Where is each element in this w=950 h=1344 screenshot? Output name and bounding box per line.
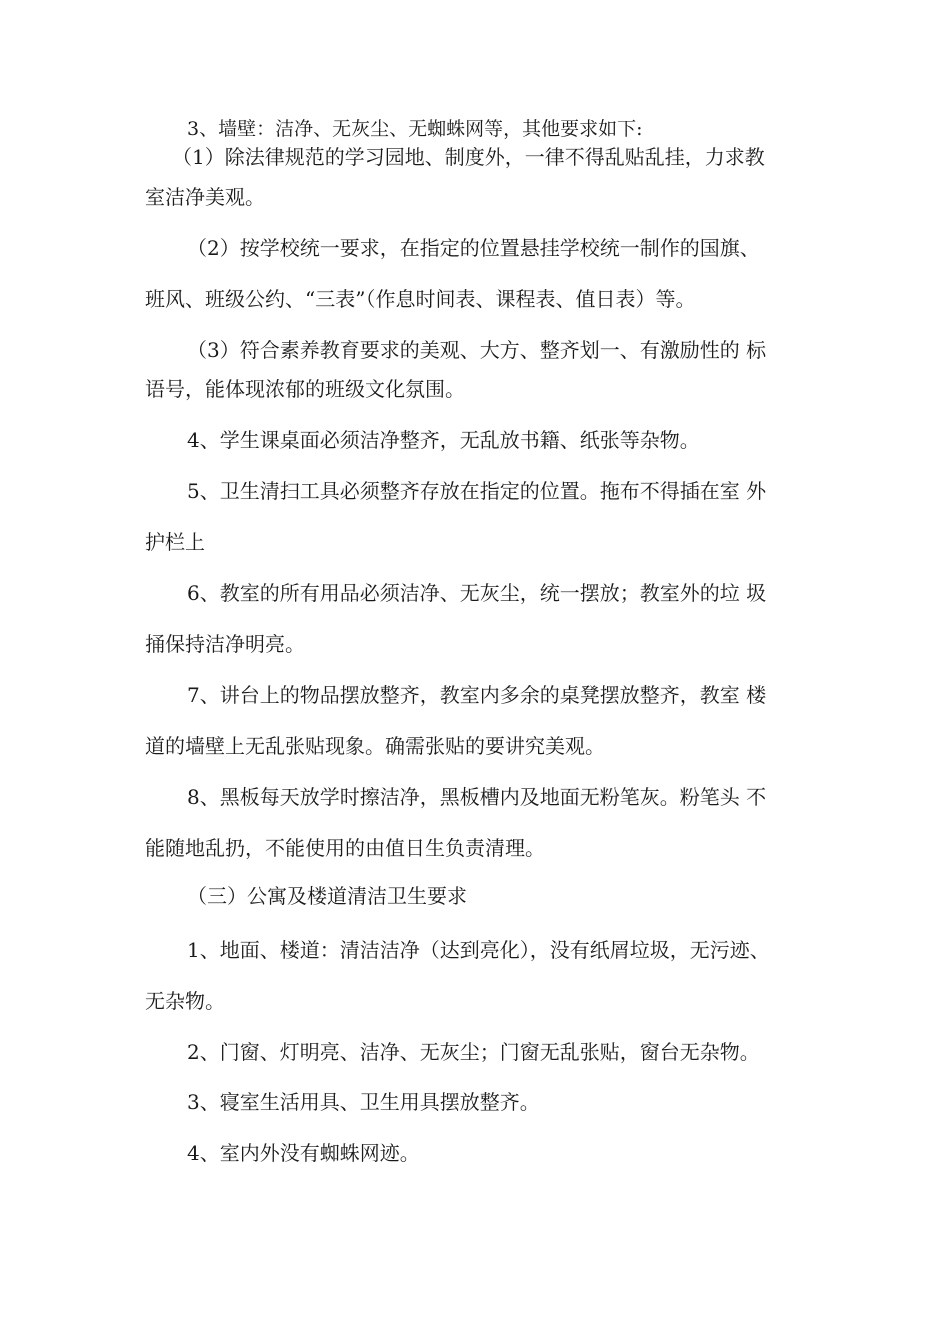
item-1-line-1: （1）除法律规范的学习园地、制度外，一律不得乱贴乱挂，力求教 bbox=[172, 145, 765, 169]
item-1-line-2: 室洁净美观。 bbox=[145, 185, 265, 209]
item-3-line-2: 语号，能体现浓郁的班级文化氛围。 bbox=[145, 377, 465, 401]
item-2-line-1: （2）按学校统一要求，在指定的位置悬挂学校统一制作的国旗、 bbox=[187, 236, 760, 260]
supplies-requirement-line-1: 6、教室的所有用品必须洁净、无灰尘，统一摆放；教室外的垃 圾 bbox=[187, 581, 767, 605]
wall-requirements-line: 3、墙壁：洁净、无灰尘、无蜘蛛网等，其他要求如下: bbox=[187, 118, 643, 140]
supplies-requirement-line-2: 捅保持洁净明亮。 bbox=[145, 632, 305, 656]
desk-requirement-line: 4、学生课桌面必须洁净整齐，无乱放书籍、纸张等杂物。 bbox=[187, 428, 700, 452]
floor-requirement-line-1: 1、地面、楼道：清洁洁净（达到亮化），没有纸屑垃圾，无污迹、 bbox=[187, 938, 770, 962]
blackboard-requirement-line-1: 8、黑板每天放学时擦洁净，黑板槽内及地面无粉笔灰。粉笔头 不 bbox=[187, 785, 767, 809]
doors-windows-requirement-line: 2、门窗、灯明亮、洁净、无灰尘；门窗无乱张贴，窗台无杂物。 bbox=[187, 1040, 760, 1064]
podium-requirement-line-1: 7、讲台上的物品摆放整齐，教室内多余的桌凳摆放整齐，教室 楼 bbox=[187, 683, 767, 707]
item-3-line-1: （3）符合素养教育要求的美观、大方、整齐划一、有激励性的 标 bbox=[187, 338, 767, 362]
section-heading: （三）公寓及楼道清洁卫生要求 bbox=[187, 884, 467, 908]
dormitory-requirement-line: 3、寝室生活用具、卫生用具摆放整齐。 bbox=[187, 1090, 540, 1114]
item-2-line-2: 班风、班级公约、“三表”（作息时间表、课程表、值日表）等。 bbox=[145, 287, 696, 311]
tools-requirement-line-2: 护栏上 bbox=[145, 530, 205, 554]
podium-requirement-line-2: 道的墙壁上无乱张贴现象。确需张贴的要讲究美观。 bbox=[145, 734, 605, 758]
floor-requirement-line-2: 无杂物。 bbox=[145, 989, 225, 1013]
blackboard-requirement-line-2: 能随地乱扔，不能使用的由值日生负责清理。 bbox=[145, 836, 545, 860]
cobweb-requirement-line: 4、室内外没有蜘蛛网迹。 bbox=[187, 1141, 420, 1165]
tools-requirement-line-1: 5、卫生清扫工具必须整齐存放在指定的位置。拖布不得插在室 外 bbox=[187, 479, 767, 503]
